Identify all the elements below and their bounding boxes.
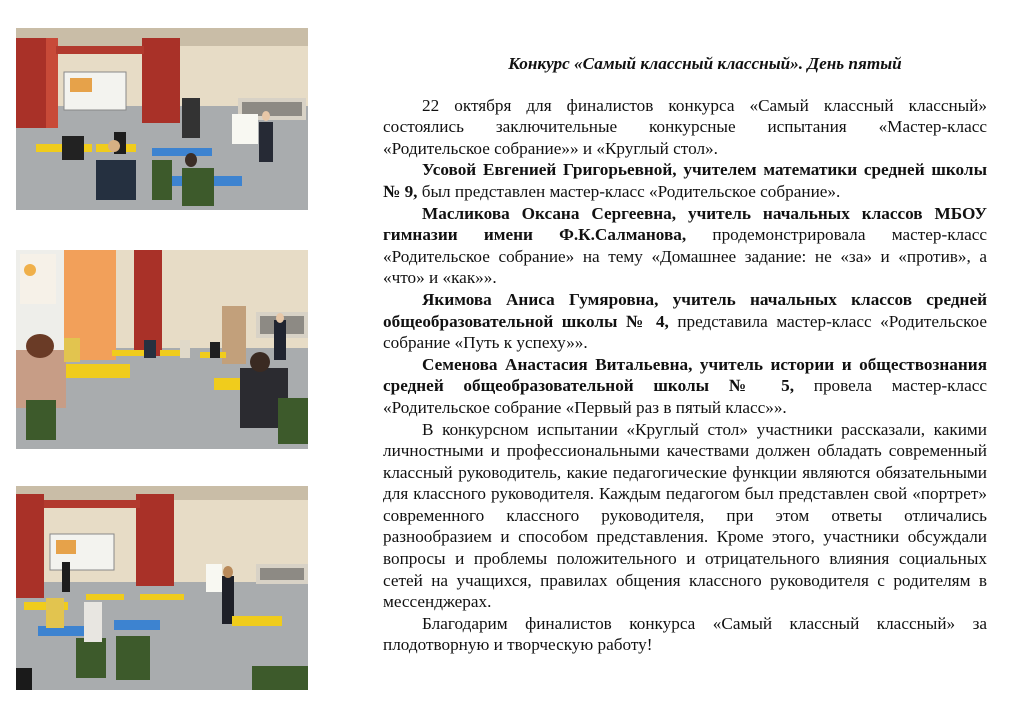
paragraph-maslikova (383, 203, 987, 289)
thanks-paragraph: Благодарим финалистов конкурса «Самый классный классный» за плодотворную и творческую работу! (383, 613, 987, 655)
paragraph-semenova (383, 354, 987, 419)
round-table-paragraph: В конкурсном испытании «Круглый стол» участники рассказали, какими личностными и профессиональными качествами должен обладать современный классный руководитель, какие педагогические функции являются обязательными для классного руководителя. Каждым педагогом был представлен свой «портрет» современного классного руководителя, при этом ответы отличались разнообразием и способом представления. Кроме этого, участники обсуждали вопросы и проблемы положительного и отрицательного влияния социальных сетей на учащихся, правилах общения классного руководителя с родителям в мессенджерах. (383, 419, 987, 612)
intro-paragraph: 22 октября для финалистов конкурса «Самый классный классный» состоялись заключительные конкурсные испытания «Мастер-класс «Родительское собрание»» и «Круглый стол». (383, 95, 987, 158)
article-title: Конкурс «Самый классный классный». День пятый (508, 54, 902, 73)
paragraph-yakimova (383, 289, 987, 354)
participant-name: Якимова Аниса Гумяровна, учитель начальных классов средней общеобразовательной школы № 4, (383, 289, 987, 331)
participant-name: Усовой Евгенией Григорьевной, учителем математики средней школы № 9, (383, 160, 987, 201)
participant-name: Семенова Анастасия Витальевна, учитель истории и обществознания средней общеобразовательной школы № 5, (383, 354, 987, 396)
article (383, 53, 987, 656)
paragraph-text: продемонстрировала мастер-класс «Родительское собрание» на тему «Домашнее задание: не «за» и «против», а «что» и «как»». (383, 225, 988, 288)
paragraph-text: провела мастер-класс «Родительское собрание «Первый раз в пятый класс»». (383, 376, 987, 417)
participant-name: Масликова Оксана Сергеевна, учитель начальных классов МБОУ гимназии имени Ф.К.Салманова, (383, 203, 987, 245)
paragraph-text: был представлен мастер-класс «Родительское собрание». (417, 181, 841, 201)
paragraph-text: представила мастер-класс «Родительское собрание «Путь к успеху»». (383, 311, 987, 353)
paragraph-usova (383, 159, 987, 202)
photo-event-2 (16, 250, 308, 449)
photo-event-3 (16, 486, 308, 690)
photo-event-1 (16, 28, 308, 210)
